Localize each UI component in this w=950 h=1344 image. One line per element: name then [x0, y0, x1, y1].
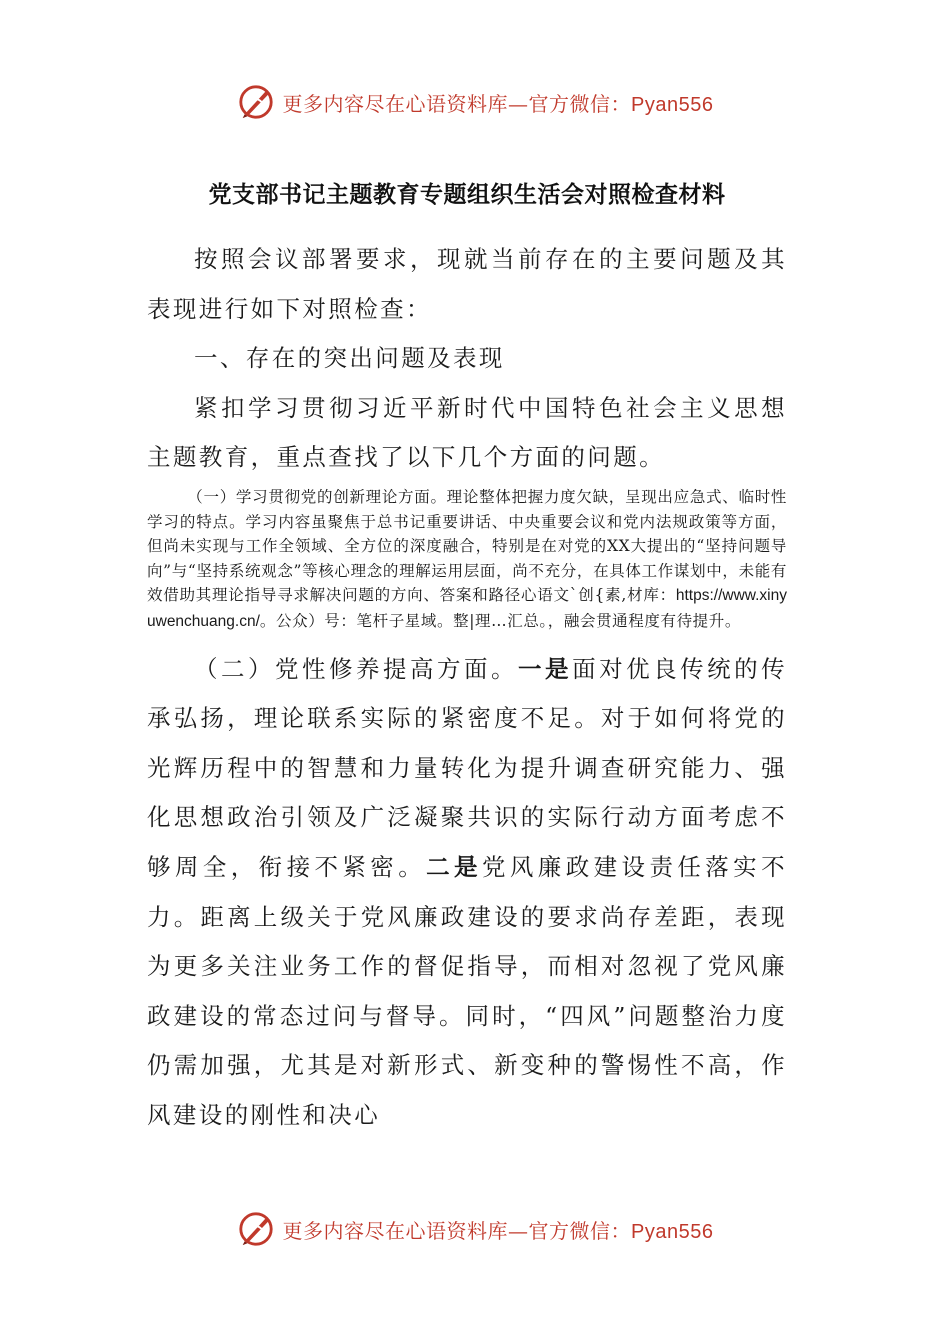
item-1-text-a: （一）学习贯彻党的创新理论方面。理论整体把握力度欠缺，呈现出应急式、临时性学习的特点。学习内容虽聚焦于总书记重要讲话、中央重要会议和党内法规政策等方面，但尚未实现与工作全领域、全方位的深度融合，特别是在对党的XX大提出的“坚持问题导向”与“坚持系统观念”等核心理念的理解运用层面，尚不充分，在具体工作谋划中，未能有效借助其理论指导寻求解决问题的方向、答案和路径心语文`创{素,材库： [147, 487, 787, 605]
footer-banner-slogan: 更多内容尽在心语资料库 [282, 1218, 509, 1243]
item-2-part-3: 党风廉政建设责任落实不力。距离上级关于党风廉政建设的要求尚存差距，表现为更多关注业务工作的督促指导，而相对忽视了党风廉政建设的常态过问与督导。同时，“四风”问题整治力度仍需加强，尤其是对新形式、新变种的警惕性不高，作风建设的刚性和决心 [147, 852, 787, 1129]
footer-banner-wechat-id: Pyan556 [631, 1220, 714, 1243]
footer-banner-wechat-label: 官方微信： [528, 1218, 632, 1243]
header-banner-dash: — [508, 91, 529, 116]
header-banner-text [283, 88, 714, 117]
footer-banner-dash: — [508, 1218, 529, 1243]
section-1-intro: 紧扣学习贯彻习近平新时代中国特色社会主义思想主题教育，重点查找了以下几个方面的问题。 [147, 393, 787, 472]
footer-banner-text [283, 1215, 714, 1244]
pen-logo-icon [237, 83, 275, 121]
item-2-marker-1: 一是 [518, 654, 573, 683]
item-2-paragraph [147, 645, 787, 1141]
item-2-marker-2: 二是 [426, 852, 482, 881]
item-2-part-2: 面对优良传统的传承弘扬，理论联系实际的紧密度不足。对于如何将党的光辉历程中的智慧和力量转化为提升调查研究能力、强化思想政治引领及广泛凝聚共识的实际行动方面考虑不够周全，衔接不紧密。 [147, 654, 787, 881]
header-banner [0, 80, 950, 124]
item-1-paragraph [147, 485, 787, 635]
document-body [147, 176, 787, 1140]
footer-banner [0, 1207, 950, 1251]
item-1-text-b: 。公众）号：笔杆子星域。整|理…汇总。，融会贯通程度有待提升。 [259, 611, 741, 630]
document-title: 党支部书记主题教育专题组织生活会对照检查材料 [208, 181, 726, 208]
header-banner-slogan: 更多内容尽在心语资料库 [282, 91, 509, 116]
item-1-url: https://www.xinyuwenchuang.cn/ [147, 587, 787, 630]
header-banner-wechat-label: 官方微信： [528, 91, 632, 116]
item-2-part-1: （二）党性修养提高方面。 [194, 654, 519, 683]
section-1-heading: 一、存在的突出问题及表现 [194, 344, 505, 373]
intro-paragraph: 按照会议部署要求，现就当前存在的主要问题及其表现进行如下对照检查： [147, 245, 787, 323]
pen-logo-icon [237, 1210, 275, 1248]
header-banner-wechat-id: Pyan556 [631, 93, 714, 116]
